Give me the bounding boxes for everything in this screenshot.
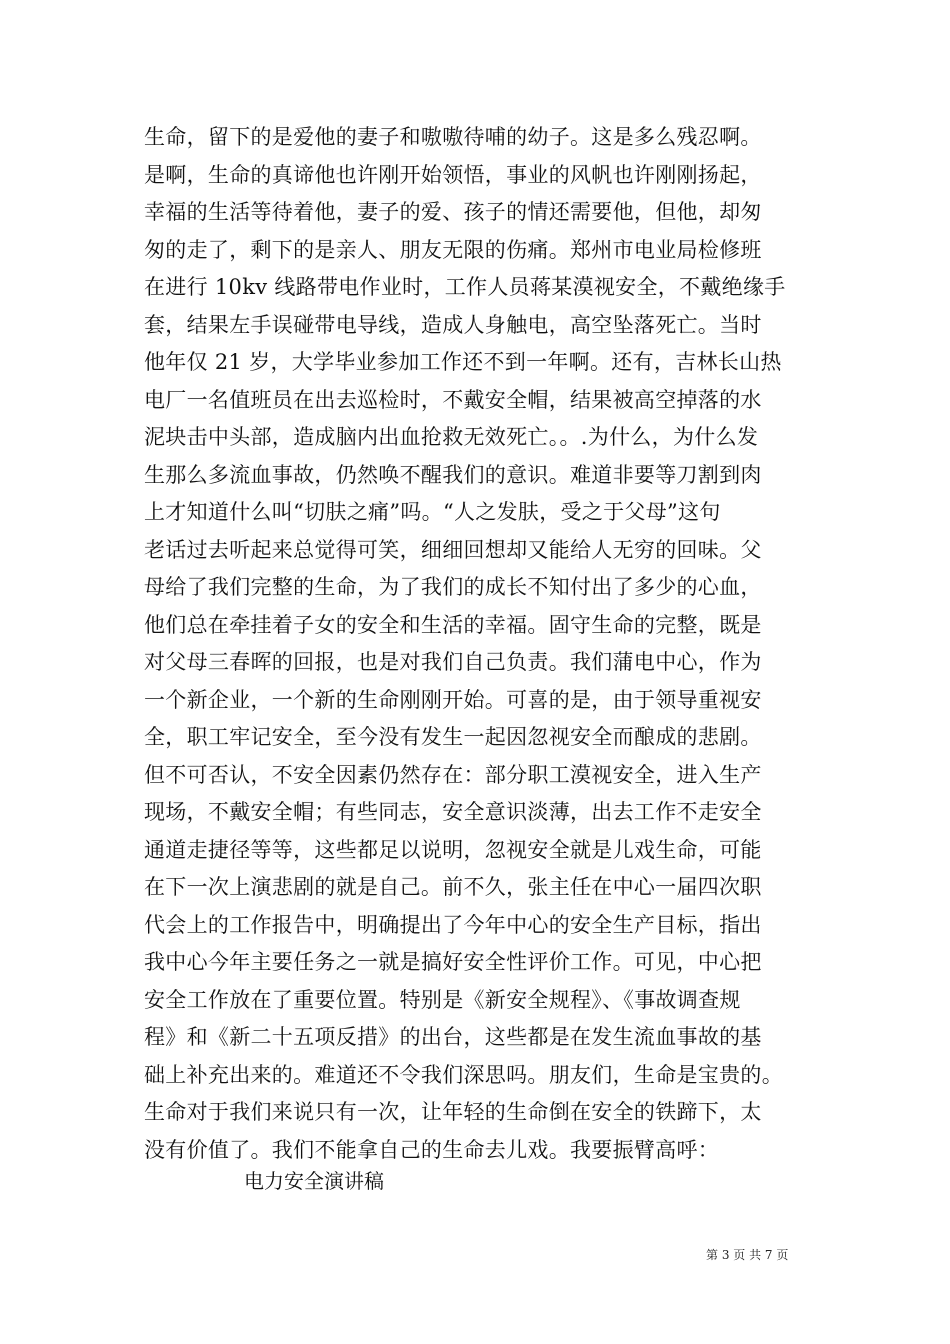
page-number: 第 3 页 共 7 页 bbox=[706, 1248, 789, 1262]
text-line: 是啊，生命的真谛他也许刚开始领悟，事业的风帆也许刚刚扬起， bbox=[144, 162, 762, 187]
text-line: 全，职工牢记安全，至今没有发生一起因忽视安全而酿成的悲剧。 bbox=[144, 725, 762, 749]
text-line: 匆的走了，剩下的是亲人、朋友无限的伤痛。郑州市电业局检修班 bbox=[144, 237, 762, 262]
text-line: 幸福的生活等待着他，妻子的爱、孩子的情还需要他，但他，却匆 bbox=[144, 200, 762, 224]
text-line: 他们总在牵挂着子女的安全和生活的幸福。固守生命的完整，既是 bbox=[144, 612, 762, 637]
text-line: 没有价值了。我们不能拿自己的生命去儿戏。我要振臂高呼： bbox=[144, 1137, 720, 1162]
text-line: 础上补充出来的。难道还不令我们深思吗。朋友们，生命是宝贵的。 bbox=[144, 1062, 783, 1087]
text-line: 对父母三春晖的回报，也是对我们自己负责。我们蒲电中心，作为 bbox=[144, 650, 762, 674]
text-line: 我中心今年主要任务之一就是搞好安全性评价工作。可见，中心把 bbox=[144, 950, 762, 974]
text-line: 生那么多流血事故，仍然唤不醒我们的意识。难道非要等刀割到肉 bbox=[144, 462, 762, 487]
text-line: 生命，留下的是爱他的妻子和嗷嗷待哺的幼子。这是多么残忍啊。 bbox=[144, 125, 762, 149]
text-line: 在进行 10kv 线路带电作业时，工作人员蒋某漠视安全，不戴绝缘手 bbox=[144, 275, 786, 299]
text-line: 老话过去听起来总觉得可笑，细细回想却又能给人无穷的回味。父 bbox=[144, 537, 762, 562]
text-line: 程》和《新二十五项反措》的出台，这些都是在发生流血事故的基 bbox=[144, 1025, 762, 1049]
text-line: 一个新企业，一个新的生命刚刚开始。可喜的是，由于领导重视安 bbox=[144, 687, 762, 712]
text-line: 但不可否认，不安全因素仍然存在：部分职工漠视安全，进入生产 bbox=[144, 762, 762, 787]
text-line: 生命对于我们来说只有一次，让年轻的生命倒在安全的铁蹄下，太 bbox=[144, 1100, 762, 1124]
text-line: 上才知道什么叫“切肤之痛”吗。“人之发肤，受之于父母”这句 bbox=[144, 500, 721, 524]
text-line: 通道走捷径等等，这些都足以说明，忽视安全就是儿戏生命，可能 bbox=[144, 837, 762, 862]
text-line: 电厂一名值班员在出去巡检时，不戴安全帽，结果被高空掉落的水 bbox=[144, 387, 762, 412]
text-line: 代会上的工作报告中，明确提出了今年中心的安全生产目标，指出 bbox=[144, 912, 762, 937]
text-line: 他年仅 21 岁，大学毕业参加工作还不到一年啊。还有，吉林长山热 bbox=[144, 350, 782, 374]
body-text bbox=[144, 119, 824, 1169]
text-line: 在下一次上演悲剧的就是自己。前不久，张主任在中心一届四次职 bbox=[144, 875, 762, 899]
speech-title: 电力安全演讲稿 bbox=[244, 1169, 384, 1193]
text-line: 安全工作放在了重要位置。特别是《新安全规程》、《事故调查规 bbox=[144, 987, 741, 1012]
text-line: 泥块击中头部，造成脑内出血抢救无效死亡。。.为什么，为什么发 bbox=[144, 425, 759, 449]
text-line: 现场，不戴安全帽；有些同志，安全意识淡薄，出去工作不走安全 bbox=[144, 800, 762, 824]
text-line: 套，结果左手误碰带电导线，造成人身触电，高空坠落死亡。当时 bbox=[144, 312, 762, 337]
text-line: 母给了我们完整的生命，为了我们的成长不知付出了多少的心血， bbox=[144, 575, 762, 599]
